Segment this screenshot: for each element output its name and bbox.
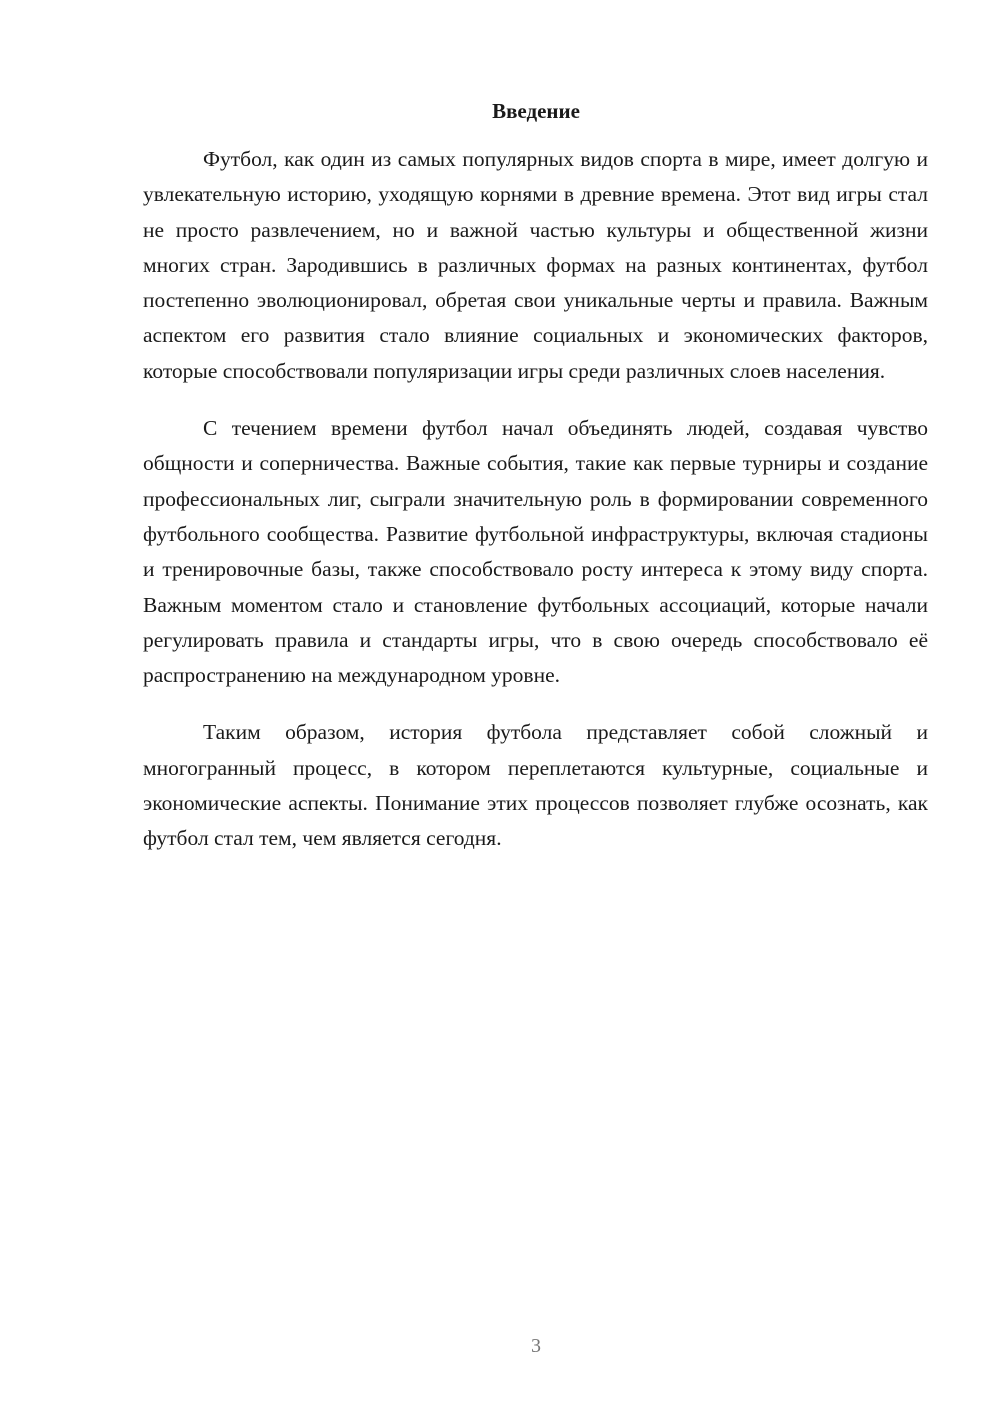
document-body <box>143 142 928 879</box>
paragraph-1: Футбол, как один из самых популярных видов спорта в мире, имеет долгую и увлекательную историю, уходящую корнями в древние времена. Этот вид игры стал не просто развлечением, но и важной частью культуры и общественной жизни многих стран. Зародившись в различных формах на разных континентах, футбол постепенно эволюционировал, обретая свои уникальные черты и правила. Важным аспектом его развития стало влияние социальных и экономических факторов, которые способствовали популяризации игры среди различных слоев населения. <box>143 147 928 383</box>
section-title: Введение <box>492 99 580 123</box>
paragraph-2: С течением времени футбол начал объединять людей, создавая чувство общности и соперничества. Важные события, такие как первые турниры и создание профессиональных лиг, сыграли значительную роль в формировании современного футбольного сообщества. Развитие футбольной инфраструктуры, включая стадионы и тренировочные базы, также способствовало росту интереса к этому виду спорта. Важным моментом стало и становление футбольных ассоциаций, которые начали регулировать правила и стандарты игры, что в свою очередь способствовало её распространению на международном уровне. <box>143 416 928 688</box>
paragraph-3: Таким образом, история футбола представляет собой сложный и многогранный процесс, в котором переплетаются культурные, социальные и экономические аспекты. Понимание этих процессов позволяет глубже осознать, как футбол стал тем, чем является сегодня. <box>143 720 928 851</box>
page-number: 3 <box>531 1335 541 1357</box>
